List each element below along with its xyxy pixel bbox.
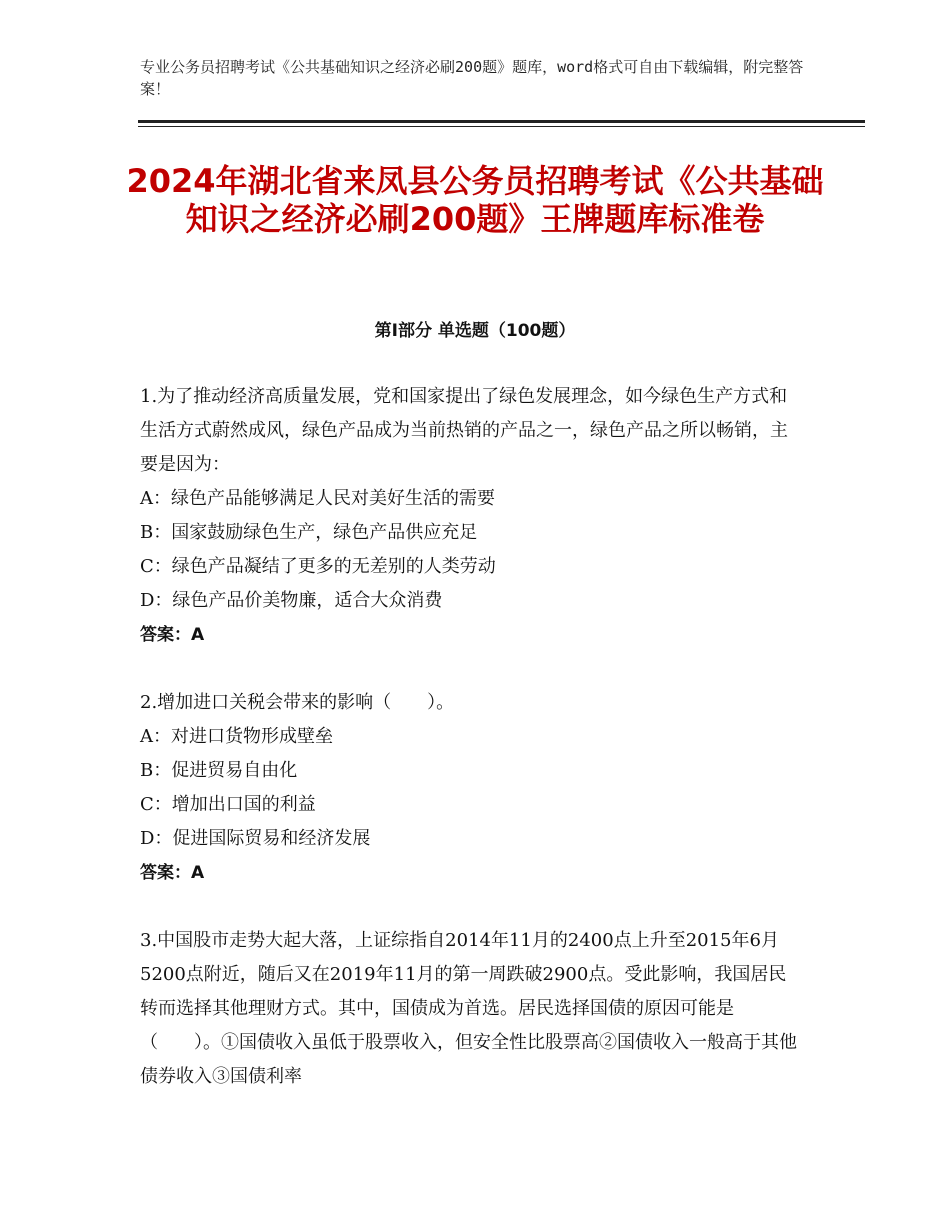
question-stem: 2.增加进口关税会带来的影响（ ）。 — [140, 692, 455, 713]
question-list — [140, 380, 800, 1128]
question-2 — [140, 686, 800, 890]
option-a: A：对进口货物形成壁垒 — [140, 726, 333, 747]
question-stem: 1.为了推动经济高质量发展，党和国家提出了绿色发展理念，如今绿色生产方式和生活方式蔚然成风，绿色产品成为当前热销的产品之一，绿色产品之所以畅销，主要是因为： — [140, 386, 788, 475]
answer: 答案：A — [140, 625, 205, 645]
option-b: B：促进贸易自由化 — [140, 760, 298, 781]
document-title: 2024年湖北省来凤县公务员招聘考试《公共基础知识之经济必刷200题》王牌题库标准卷 — [126, 162, 824, 238]
option-a: A：绿色产品能够满足人民对美好生活的需要 — [140, 488, 495, 509]
option-b: B：国家鼓励绿色生产，绿色产品供应充足 — [140, 522, 478, 543]
option-c: C：增加出口国的利益 — [140, 794, 316, 815]
question-3 — [140, 924, 800, 1094]
header-rule-thick — [138, 120, 865, 123]
option-d: D：绿色产品价美物廉，适合大众消费 — [140, 590, 443, 611]
question-1 — [140, 380, 800, 652]
header-rule-thin — [138, 126, 865, 127]
option-c: C：绿色产品凝结了更多的无差别的人类劳动 — [140, 556, 496, 577]
answer: 答案：A — [140, 863, 205, 883]
section-heading: 第Ⅰ部分 单选题（100题） — [374, 321, 576, 341]
question-stem: 3.中国股市走势大起大落，上证综指自2014年11月的2400点上升至2015年6月5200点附近，随后又在2019年11月的第一周跌破2900点。受此影响，我国居民转而选择其他理财方式。其中，国债成为首选。居民选择国债的原因可能是（ ）。①国债收入虽低于股票收入，但安全性比股票高②国债收入一般高于其他债券收入③国债利率 — [140, 930, 797, 1087]
option-d: D：促进国际贸易和经济发展 — [140, 828, 371, 849]
header-note: 专业公务员招聘考试《公共基础知识之经济必刷200题》题库，word格式可自由下载编辑，附完整答案！ — [140, 58, 804, 98]
